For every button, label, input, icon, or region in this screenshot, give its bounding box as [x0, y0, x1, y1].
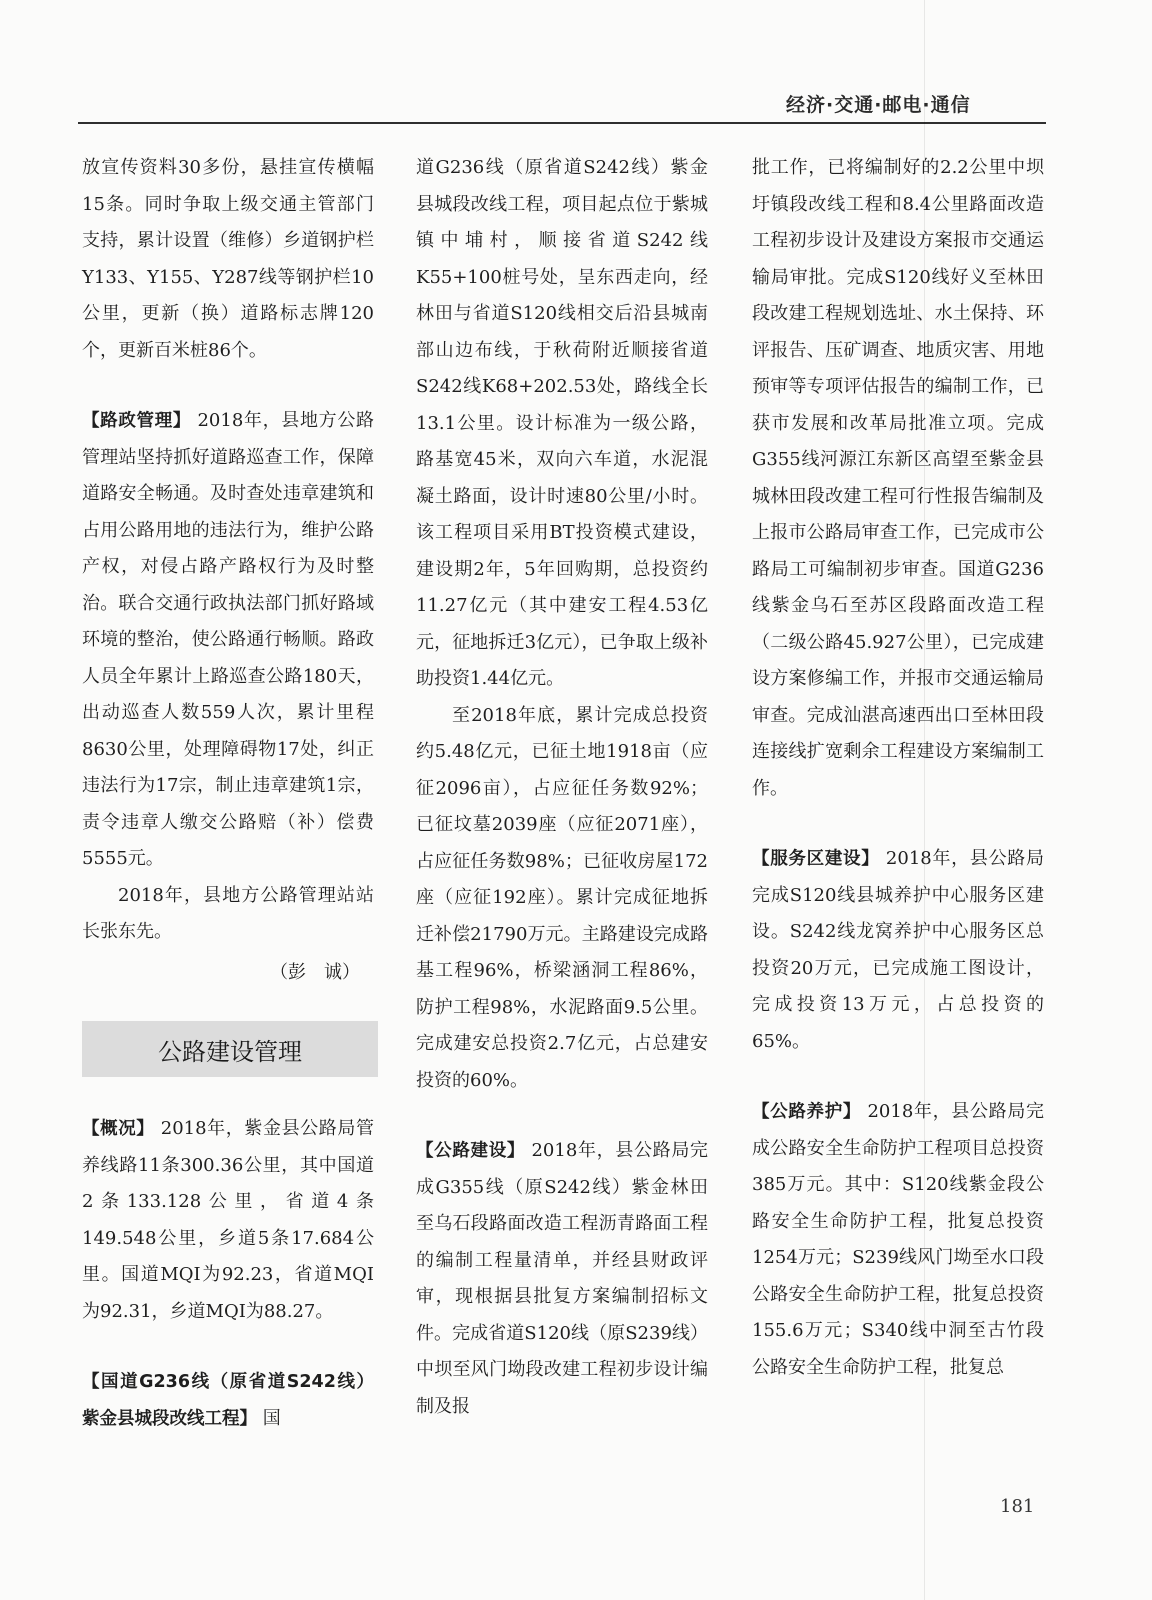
author-credit: （彭 诚） — [270, 961, 360, 983]
header-rule — [78, 122, 1046, 124]
heading-service-area: 【服务区建设】 — [752, 849, 880, 869]
paragraph-road-construction — [416, 1133, 708, 1425]
paragraph-g236 — [82, 1364, 374, 1437]
column-1 — [82, 150, 374, 1437]
section-heading: 公路建设管理 — [158, 1037, 302, 1066]
paragraph-station-head: 2018年，县地方公路管理站站长张东先。 — [82, 884, 374, 942]
section-heading-box — [82, 1021, 378, 1077]
paragraph-maintenance — [752, 1094, 1044, 1386]
column-2 — [416, 150, 708, 1425]
text-maintenance: 2018年，县公路局完成公路安全生命防护工程项目总投资385万元。其中：S120线紫金段公路安全生命防护工程，批复总投资1254万元；S239线风门坳至水口段公路安全生命防护工程，批复总投资155.6万元；S340线中洞至古竹段公路安全生命防护工程，批复总 — [752, 1101, 1045, 1378]
text-overview: 2018年，紫金县公路局管养线路11条300.36公里，其中国道2条133.128公里，省道4条149.548公里，乡道5条17.684公里。国道MQI为92.23，省道MQI为92.31，乡道MQI为88.27。 — [82, 1118, 374, 1322]
paragraph-service-area — [752, 841, 1044, 1060]
page-number: 181 — [1000, 1496, 1035, 1517]
paragraph-progress: 至2018年底，累计完成总投资约5.48亿元，已征土地1918亩（应征2096亩），占应征任务数92%；已征坟墓2039座（应征2071座），占应征任务数98%；已征收房屋172座（应征192座）。累计完成征地拆迁补偿21790万元。主路建设完成路基工程96%，桥梁涵洞工程86%，防护工程98%，水泥路面9.5公里。完成建安总投资2.7亿元，占总建安投资的60%。 — [416, 704, 708, 1091]
heading-overview: 【概况】 — [82, 1119, 155, 1139]
text-road-construction: 2018年，县公路局完成G355线（原S242线）紫金林田至乌石段路面改造工程沥青路面工程的编制工程量清单，并经县财政评审，现根据县批复方案编制招标文件。完成省道S120线（原S239线）中坝至风门坳段改建工程初步设计编制及报 — [416, 1140, 709, 1417]
paragraph-publicity: 放宣传资料30多份，悬挂宣传横幅15条。同时争取上级交通主管部门支持，累计设置（维修）乡道钢护栏Y133、Y155、Y287线等钢护栏10公里，更新（换）道路标志牌120个，更新百米桩86个。 — [82, 157, 374, 361]
column-3 — [752, 150, 1044, 1386]
heading-road-administration: 【路政管理】 — [82, 411, 192, 431]
paragraph-road-administration — [82, 403, 374, 878]
paragraph-g236-continued: 道G236线（原省道S242线）紫金县城段改线工程，项目起点位于紫城镇中埔村，顺接省道S242线K55+100桩号处，呈东西走向，经林田与省道S120线相交后沿县城南部山边布线，于秋荷附近顺接省道S242线K68+202.53处，路线全长13.1公里。设计标准为一级公路，路基宽45米，双向六车道，水泥混凝土路面，设计时速80公里/小时。该工程项目采用BT投资模式建设，建设期2年，5年回购期，总投资约11.27亿元（其中建安工程4.53亿元，征地拆迁3亿元），已争取上级补助投资1.44亿元。 — [416, 157, 708, 689]
heading-maintenance: 【公路养护】 — [752, 1102, 862, 1122]
text-road-administration: 2018年，县地方公路管理站坚持抓好道路巡查工作，保障道路安全畅通。及时查处违章建筑和占用公路用地的违法行为，维护公路产权，对侵占路产路权行为及时整治。联合交通行政执法部门抓好路域环境的整治，使公路通行畅顺。路政人员全年累计上路巡查公路180天，出动巡查人数559人次，累计里程8630公里，处理障碍物17处，纠正违法行为17宗，制止违章建筑1宗，责令违章人缴交公路赔（补）偿费5555元。 — [82, 410, 375, 869]
heading-road-construction: 【公路建设】 — [416, 1141, 526, 1161]
running-header: 经济·交通·邮电·通信 — [786, 94, 971, 116]
paragraph-construction-continued: 批工作，已将编制好的2.2公里中坝圩镇段改线工程和8.4公里路面改造工程初步设计及建设方案报市交通运输局审批。完成S120线好义至林田段改建工程规划选址、水土保持、环评报告、压矿调查、地质灾害、用地预审等专项评估报告的编制工作，已获市发展和改革局批准立项。完成G355线河源江东新区高望至紫金县城林田段改建工程可行性报告编制及上报市公路局审查工作，已完成市公路局工可编制初步审查。国道G236线紫金乌石至苏区段路面改造工程（二级公路45.927公里），已完成建设方案修编工作，并报市交通运输局审查。完成汕湛高速西出口至林田段连接线扩宽剩余工程建设方案编制工作。 — [752, 157, 1044, 799]
paragraph-overview — [82, 1111, 374, 1330]
text-service-area: 2018年，县公路局完成S120线县城养护中心服务区建设。S242线龙窝养护中心服务区总投资20万元，已完成施工图设计，完成投资13万元，占总投资的65%。 — [752, 848, 1044, 1052]
text-g236-start: 国 — [262, 1407, 281, 1429]
heading-g236: 【国道G236线（原省道S242线）紫金县城段改线工程】 — [82, 1372, 374, 1429]
